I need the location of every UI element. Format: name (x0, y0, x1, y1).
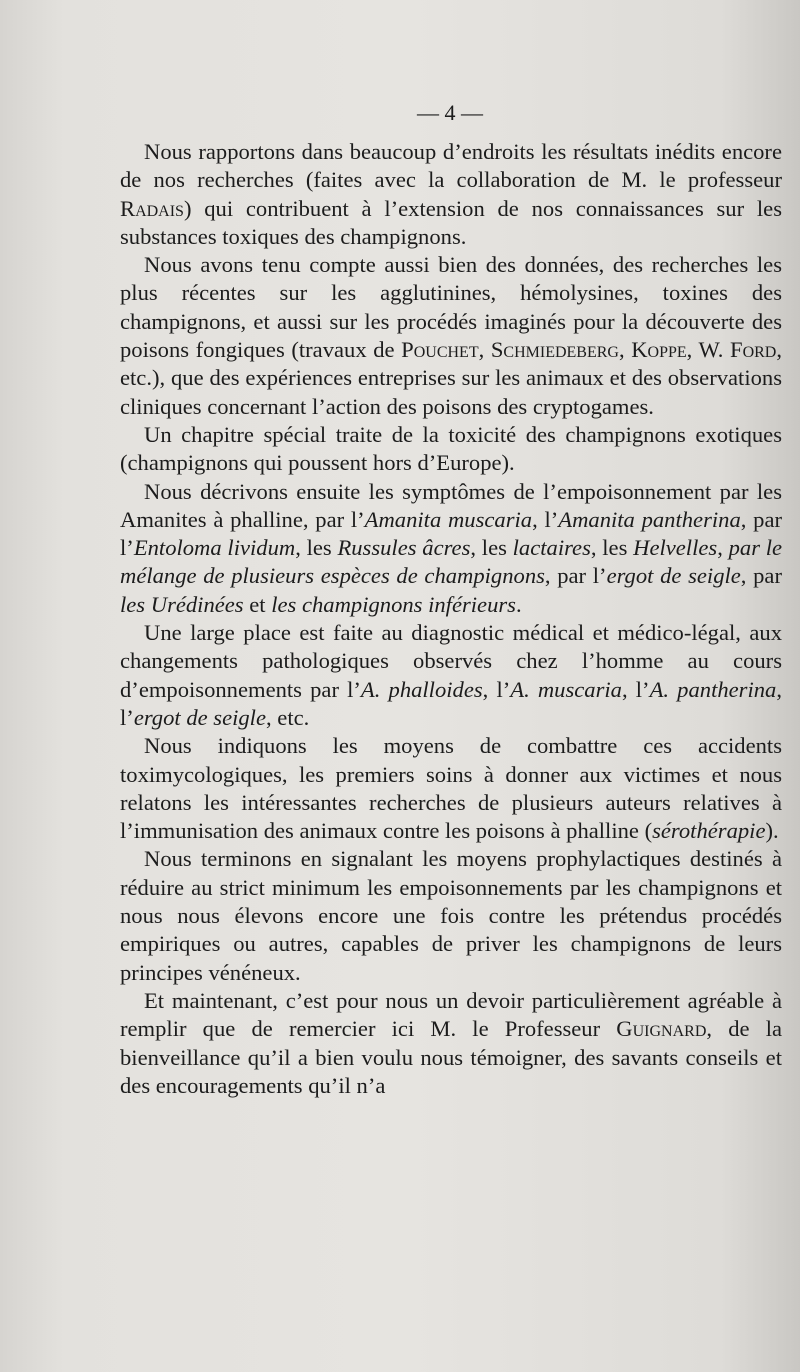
text-run: Nous rapportons dans beaucoup d’endroits les résultats inédits encore de nos recherches (faites avec la collaboration de M. le professeur (120, 139, 782, 193)
paragraph (120, 732, 782, 845)
author-name: Ford (730, 337, 777, 363)
italic-run: par le mélange de plusieurs espèces de champignons (120, 535, 783, 589)
page-number: — 4 — (417, 100, 483, 125)
text-run: , par l’ (544, 563, 607, 589)
text-run: , l’ (120, 676, 782, 730)
text-run: . (515, 591, 522, 617)
text-run: , par l’ (120, 506, 782, 561)
paragraph (120, 987, 782, 1100)
text-run: , par (740, 563, 782, 589)
text-run: ). (765, 818, 779, 844)
text-run: Nous indiquons les moyens de combattre ces accidents toximycologiques, les premiers soins à donner aux victimes et nous relatons les intéressantes recherches de plusieurs auteurs relatives à l’immunisation des animaux contre les poisons à phalline ( (120, 733, 782, 844)
text-run: ) qui contribuent à l’extension de nos connaissances sur les substances toxiques des champignons. (120, 195, 782, 249)
text-run: , (717, 535, 729, 561)
text-run: Nous avons tenu compte aussi bien des données, des recherches les plus récentes sur les agglutinines, hémolysines, toxines des champignons, et aussi sur les procédés imaginés pour la découverte des poisons fongiques (travaux de (120, 252, 782, 363)
italic-run: Russules âcres (337, 535, 471, 561)
text-run: , l’ (482, 676, 511, 702)
text-run: , les (590, 535, 634, 561)
italic-run: A. pantherina (649, 676, 777, 702)
text-run: Nous terminons en signalant les moyens prophylactiques destinés à réduire au strict minimum les empoisonnements par les champignons et nous nous élevons encore une fois contre les prétendus procédés empiriques ou autres, capables de priver les champignons de leurs principes vénéneux. (120, 846, 782, 985)
text-run: Une large place est faite au diagnostic médical et médico-légal, aux changements pathologiques observés chez l’homme au cours d’empoisonnements par l’ (120, 620, 782, 702)
text-run: , les (470, 535, 513, 561)
author-name: Koppe (631, 337, 687, 363)
paragraph (120, 421, 782, 478)
italic-run: Helvelles (633, 535, 718, 561)
author-name: Guignard (616, 1016, 707, 1042)
italic-run: les champignons inférieurs (271, 591, 516, 617)
author-name: Schmiedeberg (490, 337, 619, 363)
text-run: et (243, 591, 272, 617)
italic-run: ergot de seigle (133, 704, 266, 730)
italic-run: lactaires (512, 535, 591, 561)
body-text (120, 138, 782, 1100)
paragraph (120, 138, 782, 251)
italic-run: sérothérapie (652, 818, 766, 844)
italic-run: A. phalloides (360, 676, 483, 702)
author-name: Radais (120, 195, 184, 221)
text-run: Nous décrivons ensuite les symptômes de l’empoisonnement par les Amanites à phalline, par l’ (120, 478, 782, 532)
text-run: Un chapitre spécial traite de la toxicité des champignons exotiques (champignons qui poussent hors d’Europe). (120, 421, 782, 476)
paragraph (120, 478, 782, 619)
italic-run: ergot de seigle (606, 563, 741, 589)
paragraph (120, 251, 782, 421)
text-run: , (478, 337, 491, 363)
italic-run: Amanita pantherina (558, 506, 741, 532)
italic-run: A. muscaria (510, 676, 622, 702)
paragraph (120, 619, 782, 732)
text-run: , (618, 337, 632, 363)
paragraph (120, 845, 782, 986)
text-run: , l’ (532, 506, 559, 532)
italic-run: les Urédinées (120, 591, 244, 617)
text-run: , les (295, 535, 338, 561)
text-run: , W. (686, 337, 730, 363)
italic-run: Entoloma lividum (133, 535, 296, 561)
text-run: , etc. (266, 704, 310, 730)
author-name: Pouchet (401, 337, 479, 363)
italic-run: Amanita muscaria (364, 506, 533, 532)
text-run: , etc.), que des expériences entreprises sur les animaux et des observations cliniques concernant l’action des poisons des cryptogames. (120, 337, 783, 419)
text-run: , de la bienveillance qu’il a bien voulu nous témoigner, des savants conseils et des encouragements qu’il n’a (120, 1016, 782, 1098)
text-run: Et maintenant, c’est pour nous un devoir particulièrement agréable à remplir que de remercier ici M. le Professeur (120, 987, 782, 1042)
text-run: , l’ (621, 676, 650, 702)
